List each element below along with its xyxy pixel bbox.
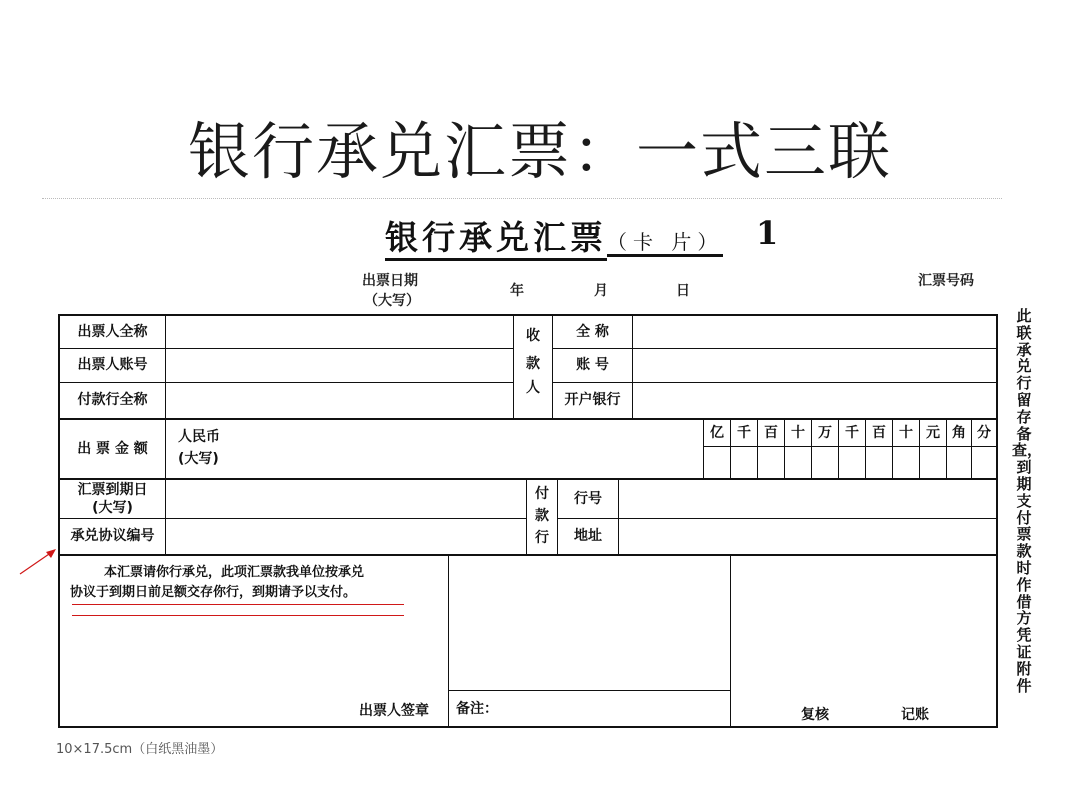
payee-bank-label: 开户银行: [564, 392, 621, 408]
digit-header: 百: [764, 424, 778, 441]
digit-header: 元: [926, 424, 940, 441]
digit-header: 百: [872, 424, 886, 441]
paper-spec: 10×17.5cm（白纸黑油墨）: [56, 742, 224, 757]
form-title: [385, 212, 723, 259]
paying-bank-label-1: 付: [535, 485, 549, 502]
issue-date-caps: （大写）: [364, 293, 420, 309]
slide-title: 银行承兑汇票：一式三联: [187, 115, 892, 188]
due-date-caps-label: (大写): [92, 499, 133, 516]
digit-header: 亿: [710, 424, 724, 441]
bank-no-label: 行号: [574, 490, 602, 507]
digit-header: 千: [845, 424, 859, 441]
payee-label-2: 款: [526, 355, 540, 372]
payee-account-label: 账 号: [576, 357, 609, 373]
digit-header: 万: [818, 424, 832, 441]
review-label: 复核: [801, 706, 829, 723]
red-underline-2: [72, 615, 404, 616]
drawer-name-label: 出票人全称: [77, 323, 148, 340]
digit-header: 十: [899, 424, 913, 441]
payee-label-1: 收: [526, 327, 540, 344]
bookkeeping-label: 记账: [901, 706, 929, 723]
red-underline-1: [72, 604, 404, 605]
currency-caps-label: (大写): [178, 450, 219, 467]
digit-header: 角: [952, 424, 966, 441]
year-label: 年: [510, 283, 524, 299]
payee-full-name-label: 全 称: [576, 323, 609, 340]
digit-header: 分: [977, 424, 991, 441]
day-label: 日: [676, 283, 690, 299]
drawer-account-label: 出票人账号: [77, 357, 148, 373]
agreement-no-label: 承兑协议编号: [70, 528, 155, 544]
copy-number: 1: [756, 214, 779, 252]
form-subtitle: （卡 片）: [607, 230, 723, 257]
side-note: 此联承兑行留存备查，到期支付票款时作借方凭证附件: [1012, 307, 1043, 695]
paying-bank-label-2: 款: [535, 507, 549, 524]
issue-date-label: 出票日期: [362, 273, 418, 289]
paying-bank-label-3: 行: [535, 529, 549, 546]
bill-number-label: 汇票号码: [918, 273, 974, 289]
payee-label-3: 人: [526, 379, 540, 396]
digit-header: 千: [737, 424, 751, 441]
payer-bank-label: 付款行全称: [77, 392, 148, 408]
form-title-text: 银行承兑汇票: [385, 218, 607, 261]
drawer-seal-label: 出票人签章: [359, 702, 429, 719]
digit-header: 十: [791, 424, 805, 441]
currency-label: 人民币: [178, 428, 220, 445]
scan-edge: [42, 198, 1002, 209]
bank-address-label: 地址: [574, 528, 602, 544]
red-arrow-icon: [16, 544, 60, 578]
request-text-line-1: 本汇票请你行承兑，此项汇票款我单位按承兑: [104, 564, 365, 580]
due-date-label: 汇票到期日: [77, 481, 148, 498]
month-label: 月: [594, 283, 608, 299]
request-text-line-2: 协议于到期日前足额交存你行，到期请予以支付。: [70, 584, 357, 600]
amount-label: 出 票 金 额: [77, 440, 148, 457]
remarks-label: 备注：: [456, 700, 498, 717]
